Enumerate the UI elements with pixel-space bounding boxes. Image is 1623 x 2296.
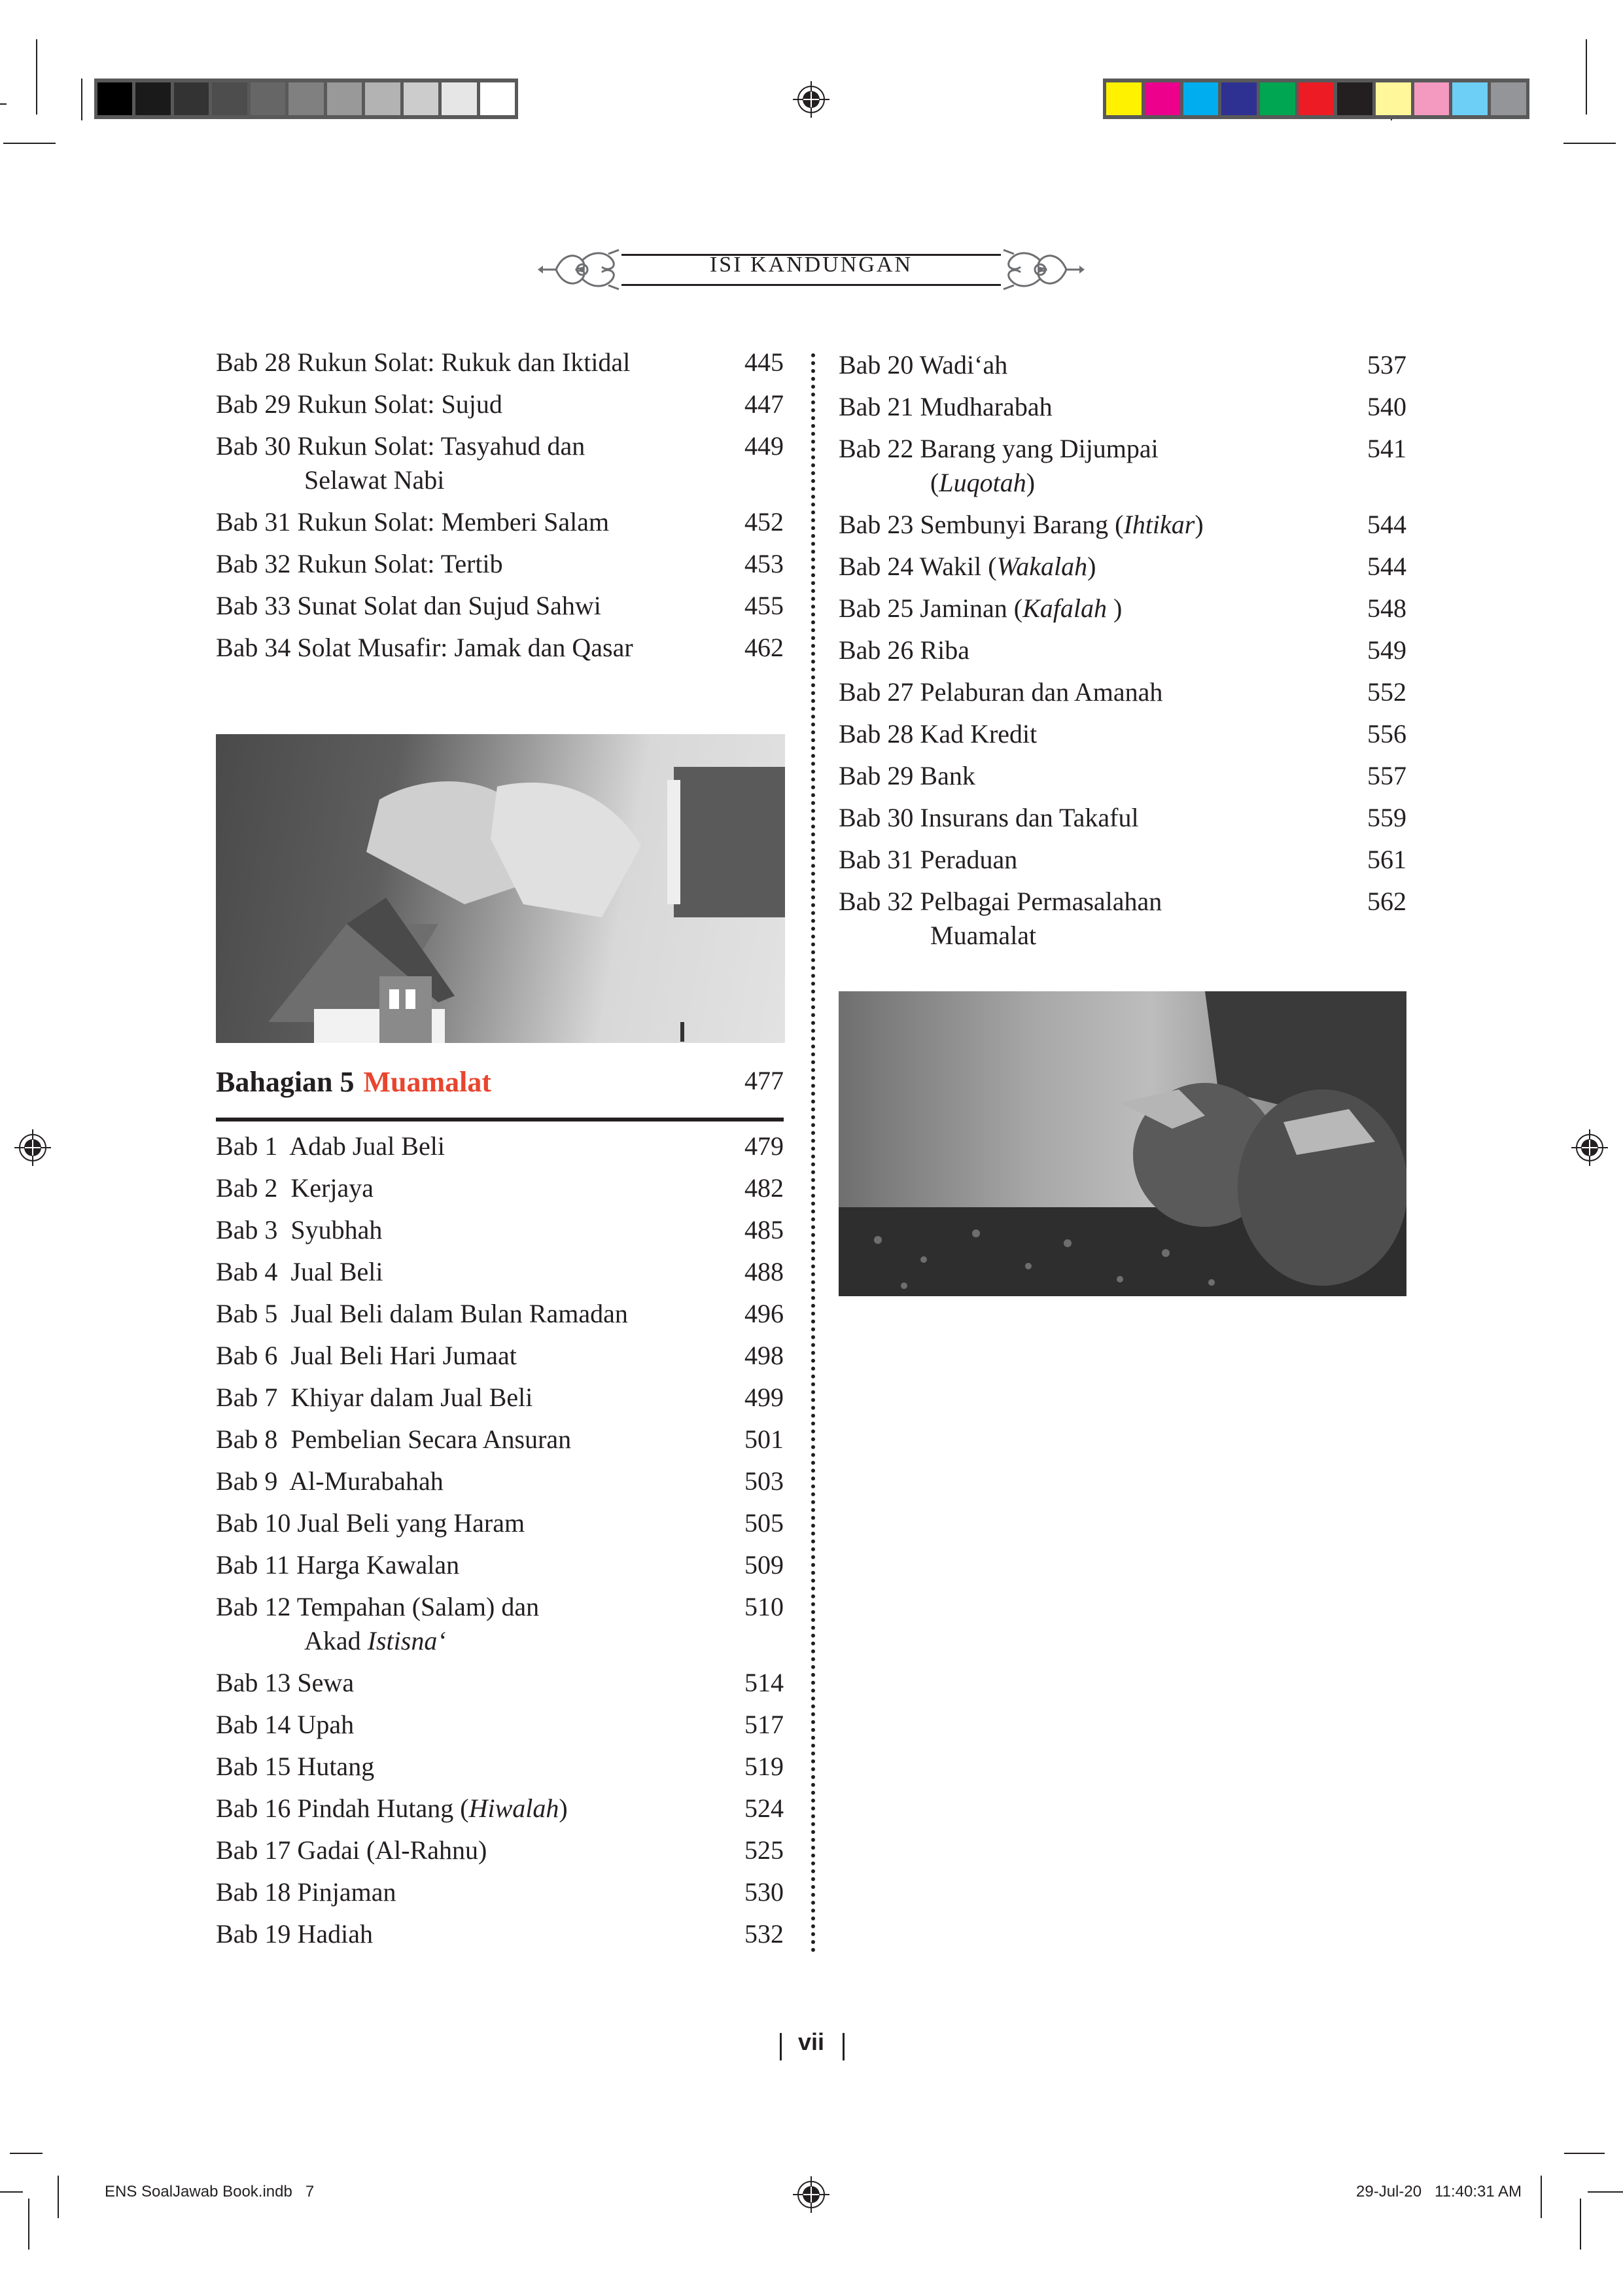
toc-entry-page-number: 452: [744, 507, 784, 537]
column-divider: [811, 353, 815, 1953]
crop-mark: [0, 2191, 23, 2193]
section-rule: [216, 1118, 784, 1122]
toc-entry-title: [839, 508, 1348, 542]
crop-mark: [1588, 2191, 1623, 2193]
swatch: [365, 82, 400, 115]
registration-mark-icon: [14, 1129, 51, 1166]
toc-entry-title: [216, 631, 725, 665]
toc-entry-title: [216, 589, 725, 623]
ornament-right-icon: [1000, 247, 1086, 292]
grayscale-calibration-bar: [94, 79, 518, 119]
toc-entry-title: [216, 1833, 725, 1867]
toc-entry-label: Bab 13 Sewa: [216, 1668, 355, 1697]
toc-entry[interactable]: [216, 1548, 784, 1582]
toc-entry[interactable]: [216, 1917, 784, 1951]
toc-entry-page-number: 485: [744, 1215, 784, 1245]
running-header-title: ISI KANDUNGAN: [709, 253, 913, 277]
toc-entry-label: Bab 26 Riba: [839, 635, 969, 665]
toc-entry-page-number: 530: [744, 1877, 784, 1907]
toc-entry-title: [216, 1381, 725, 1415]
toc-entry-label: Bab 25 Jaminan (: [839, 593, 1023, 623]
toc-entry[interactable]: [839, 633, 1406, 667]
toc-entry-title: [839, 390, 1348, 424]
registration-mark-icon: [793, 81, 829, 118]
toc-entry-page-number: 449: [744, 431, 784, 461]
swatch: [288, 82, 323, 115]
toc-entry-label: Bab 9 Al-Murabahah: [216, 1466, 444, 1496]
toc-entry[interactable]: [839, 432, 1406, 500]
toc-entry[interactable]: [216, 1255, 784, 1289]
section-title: Muamalat: [363, 1066, 492, 1098]
toc-entry-title: [839, 592, 1348, 626]
header-rule-bottom: [621, 284, 1001, 286]
toc-entry-page-number: 541: [1367, 434, 1406, 463]
toc-entry-title: [216, 1750, 725, 1784]
toc-entry-page-number: 532: [744, 1919, 784, 1949]
toc-entry[interactable]: [839, 843, 1406, 877]
swatch: [442, 82, 476, 115]
toc-entry-label: Bab 31 Rukun Solat: Memberi Salam: [216, 507, 610, 537]
toc-entry-page-number: 562: [1367, 887, 1406, 916]
crop-mark: [1541, 2176, 1542, 2218]
toc-entry[interactable]: [216, 547, 784, 581]
toc-entry-label: Bab 24 Wakil (: [839, 552, 997, 581]
swatch: [327, 82, 362, 115]
toc-entry-continuation: [839, 466, 1348, 500]
toc-entry-label: Bab 10 Jual Beli yang Haram: [216, 1508, 525, 1538]
toc-entry[interactable]: [839, 508, 1406, 542]
toc-entry-title: [216, 1464, 725, 1498]
toc-entry-label-suffix: ): [1195, 510, 1204, 539]
toc-entry-label: Bab 1 Adab Jual Beli: [216, 1131, 445, 1161]
toc-entry-page-number: 514: [744, 1668, 784, 1697]
toc-entry-title: [839, 633, 1348, 667]
crop-mark: [1586, 39, 1587, 115]
toc-entry-label: Bab 18 Pinjaman: [216, 1877, 396, 1907]
toc-entry-continuation-text: Muamalat: [930, 921, 1037, 950]
toc-entry-page-number: 549: [1367, 635, 1406, 665]
toc-entry-title: [216, 387, 725, 421]
toc-entry-page-number: 548: [1367, 593, 1406, 623]
toc-entry[interactable]: [216, 1750, 784, 1784]
slug-datetime: 29-Jul-20 11:40:31 AM: [1356, 2183, 1522, 2200]
toc-entry-page-number: 510: [744, 1592, 784, 1621]
toc-entry-label: Bab 28 Kad Kredit: [839, 719, 1038, 749]
toc-entry[interactable]: [216, 1666, 784, 1700]
prayer-photo: [839, 991, 1406, 1296]
toc-entry-label: Bab 31 Peraduan: [839, 845, 1018, 874]
swatch: [404, 82, 438, 115]
toc-entry-title: [216, 345, 725, 380]
toc-entry-label: Bab 29 Bank: [839, 761, 975, 790]
toc-entry-title: [839, 432, 1348, 500]
toc-entry-label: Bab 17 Gadai (Al-Rahnu): [216, 1835, 487, 1865]
toc-entry-title: [216, 1708, 725, 1742]
toc-entry-label: Bab 5 Jual Beli dalam Bulan Ramadan: [216, 1299, 628, 1328]
page-number: vii: [797, 2028, 825, 2055]
toc-entry-page-number: 559: [1367, 803, 1406, 832]
toc-entry-label: Bab 29 Rukun Solat: Sujud: [216, 389, 502, 419]
toc-entry-page-number: 561: [1367, 845, 1406, 874]
crop-mark: [36, 39, 37, 115]
toc-entry-label: Bab 21 Mudharabah: [839, 392, 1053, 421]
toc-entry-title: [839, 717, 1348, 751]
toc-entry-continuation-text: Selawat Nabi: [304, 465, 445, 495]
toc-entry-page-number: 482: [744, 1173, 784, 1203]
toc-entry-title: [216, 1792, 725, 1826]
toc-entry[interactable]: [839, 550, 1406, 584]
toc-entry[interactable]: [216, 631, 784, 665]
toc-entry-label: Bab 14 Upah: [216, 1710, 355, 1739]
toc-entry-label: Bab 28 Rukun Solat: Rukuk dan Iktidal: [216, 347, 631, 377]
toc-entry[interactable]: [839, 390, 1406, 424]
toc-entry-label-suffix: ): [559, 1793, 568, 1823]
toc-entry-page-number: 498: [744, 1341, 784, 1370]
toc-entry-page-number: 445: [744, 347, 784, 377]
toc-entry-title: [839, 675, 1348, 709]
crop-mark: [3, 143, 56, 144]
toc-entry-label: Bab 23 Sembunyi Barang (: [839, 510, 1124, 539]
toc-entry-page-number: 544: [1367, 552, 1406, 581]
toc-entry-continuation-text: Akad: [304, 1626, 368, 1655]
swatch: [174, 82, 209, 115]
toc-entry-title: [839, 759, 1348, 793]
swatch: [1106, 82, 1142, 115]
toc-entry-title: [216, 547, 725, 581]
toc-entry[interactable]: [839, 885, 1406, 953]
toc-entry-page-number: 519: [744, 1752, 784, 1781]
toc-entry-label: Bab 15 Hutang: [216, 1752, 375, 1781]
toc-entry-label-suffix: ): [1106, 593, 1123, 623]
crop-mark: [0, 103, 7, 105]
swatch: [1452, 82, 1488, 115]
toc-entry-title: [839, 843, 1348, 877]
toc-entry-page-number: 525: [744, 1835, 784, 1865]
toc-entry-title: [216, 1422, 725, 1457]
toc-entry-continuation: [216, 463, 725, 497]
toc-entry-page-number: 556: [1367, 719, 1406, 749]
toc-entry-page-number: 540: [1367, 392, 1406, 421]
toc-entry[interactable]: [216, 1213, 784, 1247]
toc-entry-label: Bab 6 Jual Beli Hari Jumaat: [216, 1341, 517, 1370]
toc-entry-label: Bab 3 Syubhah: [216, 1215, 383, 1245]
toc-entry-title: [839, 885, 1348, 953]
color-calibration-bar: [1103, 79, 1529, 119]
toc-entry-page-number: 537: [1367, 350, 1406, 380]
toc-entry-title: [216, 1548, 725, 1582]
toc-entry-page-number: 557: [1367, 761, 1406, 790]
toc-entry-page-number: 501: [744, 1424, 784, 1454]
toc-entry-page-number: 524: [744, 1793, 784, 1823]
toc-entry-italic-term: Hiwalah: [468, 1793, 559, 1823]
toc-entry-italic-term: Ihtikar: [1123, 510, 1195, 539]
toc-entry-page-number: 505: [744, 1508, 784, 1538]
toc-entry[interactable]: [216, 1129, 784, 1163]
swatch: [1221, 82, 1257, 115]
toc-entry-label: Bab 2 Kerjaya: [216, 1173, 374, 1203]
toc-entry-continuation: [839, 919, 1348, 953]
toc-entry[interactable]: [216, 505, 784, 539]
registration-mark-icon: [1571, 1129, 1608, 1166]
toc-entry-label: Bab 20 Wadi‘ah: [839, 350, 1008, 380]
toc-entry-page-number: 453: [744, 549, 784, 578]
toc-entry-title: [216, 1666, 725, 1700]
toc-entry-label: Bab 22 Barang yang Dijumpai: [839, 434, 1159, 463]
toc-entry-page-number: 517: [744, 1710, 784, 1739]
toc-entry[interactable]: [216, 1297, 784, 1331]
toc-entry-continuation-text: ): [1026, 468, 1036, 497]
toc-entry-label: Bab 7 Khiyar dalam Jual Beli: [216, 1383, 533, 1412]
toc-entry-label: Bab 27 Pelaburan dan Amanah: [839, 677, 1163, 707]
toc-entry-italic-term: Kafalah: [1022, 593, 1107, 623]
toc-entry-title: [216, 1506, 725, 1540]
toc-entry-page-number: 447: [744, 389, 784, 419]
toc-entry-italic-term: Luqotah: [939, 468, 1026, 497]
toc-entry-page-number: 462: [744, 633, 784, 662]
toc-entry-label: Bab 30 Rukun Solat: Tasyahud dan: [216, 431, 585, 461]
swatch: [480, 82, 515, 115]
crop-mark: [10, 2153, 43, 2154]
toc-entry-label: Bab 32 Pelbagai Permasalahan: [839, 887, 1162, 916]
toc-entry-label: Bab 12 Tempahan (Salam) dan: [216, 1592, 540, 1621]
toc-entry[interactable]: [839, 592, 1406, 626]
registration-mark-icon: [793, 2176, 829, 2213]
toc-entry-label: Bab 16 Pindah Hutang (: [216, 1793, 469, 1823]
toc-entry-title: [216, 1339, 725, 1373]
toc-entry[interactable]: [216, 1339, 784, 1373]
swatch: [1145, 82, 1180, 115]
toc-entry-continuation: [216, 1624, 725, 1658]
toc-entry-title: [216, 429, 725, 497]
toc-entry-page-number: 544: [1367, 510, 1406, 539]
toc-entry[interactable]: [216, 1422, 784, 1457]
folio-bar-right: [843, 2033, 845, 2060]
section-page-number: 477: [744, 1066, 784, 1095]
toc-entry-label: Bab 33 Sunat Solat dan Sujud Sahwi: [216, 591, 601, 620]
toc-entry-page-number: 479: [744, 1131, 784, 1161]
crop-mark: [1563, 143, 1616, 144]
toc-entry[interactable]: [216, 1708, 784, 1742]
crop-mark: [28, 2199, 29, 2250]
toc-entry-page-number: 552: [1367, 677, 1406, 707]
swatch: [1260, 82, 1295, 115]
toc-entry-page-number: 503: [744, 1466, 784, 1496]
toc-entry[interactable]: [839, 348, 1406, 382]
toc-entry[interactable]: [839, 717, 1406, 751]
toc-right-list: [839, 348, 1406, 961]
crop-mark: [1580, 2199, 1581, 2250]
toc-entry[interactable]: [216, 1875, 784, 1909]
crop-mark: [58, 2176, 59, 2218]
toc-entry-title: [216, 1297, 725, 1331]
toc-entry[interactable]: [839, 675, 1406, 709]
toc-entry[interactable]: [216, 1171, 784, 1205]
crop-mark: [1564, 2153, 1605, 2154]
swatch: [1183, 82, 1219, 115]
swatch: [1376, 82, 1411, 115]
toc-entry-title: [216, 1213, 725, 1247]
toc-entry[interactable]: [216, 429, 784, 497]
toc-entry-label: Bab 8 Pembelian Secara Ansuran: [216, 1424, 572, 1454]
toc-entry-title: [216, 1875, 725, 1909]
toc-entry-title: [216, 1917, 725, 1951]
crop-mark: [81, 79, 82, 120]
toc-entry[interactable]: [216, 1833, 784, 1867]
toc-entry[interactable]: [216, 1381, 784, 1415]
swatch: [212, 82, 247, 115]
toc-entry-title: [216, 1590, 725, 1658]
swatch: [1299, 82, 1334, 115]
toc-entry-page-number: 455: [744, 591, 784, 620]
toc-left-top-list: [216, 345, 784, 673]
toc-entry-title: [839, 801, 1348, 835]
swatch: [1491, 82, 1526, 115]
swatch: [251, 82, 285, 115]
toc-entry[interactable]: [839, 759, 1406, 793]
handshake-house-photo: [216, 734, 785, 1043]
toc-entry-title: [839, 348, 1348, 382]
toc-entry-title: [216, 505, 725, 539]
section-heading[interactable]: [216, 1065, 784, 1099]
toc-entry[interactable]: [216, 1792, 784, 1826]
toc-entry-page-number: 509: [744, 1550, 784, 1580]
toc-entry-label: Bab 30 Insurans dan Takaful: [839, 803, 1139, 832]
toc-entry-italic-term: Istisna‘: [367, 1626, 446, 1655]
toc-entry-title: [839, 550, 1348, 584]
toc-entry-title: [216, 1171, 725, 1205]
swatch: [1414, 82, 1450, 115]
toc-entry-page-number: 499: [744, 1383, 784, 1412]
toc-entry[interactable]: [839, 801, 1406, 835]
section-label: Bahagian 5: [216, 1066, 355, 1098]
toc-entry[interactable]: [216, 589, 784, 623]
swatch: [135, 82, 170, 115]
toc-entry-continuation-text: (: [930, 468, 939, 497]
toc-entry-label: Bab 19 Hadiah: [216, 1919, 373, 1949]
toc-entry-italic-term: Wakalah: [996, 552, 1088, 581]
toc-entry[interactable]: [216, 387, 784, 421]
toc-entry-label: Bab 4 Jual Beli: [216, 1257, 383, 1286]
toc-entry[interactable]: [216, 1590, 784, 1658]
toc-entry-page-number: 496: [744, 1299, 784, 1328]
toc-entry[interactable]: [216, 1506, 784, 1540]
toc-entry-page-number: 488: [744, 1257, 784, 1286]
toc-entry-label: Bab 34 Solat Musafir: Jamak dan Qasar: [216, 633, 633, 662]
swatch: [97, 82, 132, 115]
toc-entry-title: [216, 1255, 725, 1289]
toc-entry[interactable]: [216, 1464, 784, 1498]
toc-left-bottom-list: [216, 1129, 784, 1959]
swatch: [1337, 82, 1372, 115]
toc-entry-label: Bab 32 Rukun Solat: Tertib: [216, 549, 503, 578]
ornament-left-icon: [536, 247, 623, 292]
toc-entry-label-suffix: ): [1087, 552, 1096, 581]
toc-entry-label: Bab 11 Harga Kawalan: [216, 1550, 460, 1580]
toc-entry-title: [216, 1129, 725, 1163]
toc-entry[interactable]: [216, 345, 784, 380]
slug-filename: ENS SoalJawab Book.indb 7: [105, 2183, 315, 2200]
